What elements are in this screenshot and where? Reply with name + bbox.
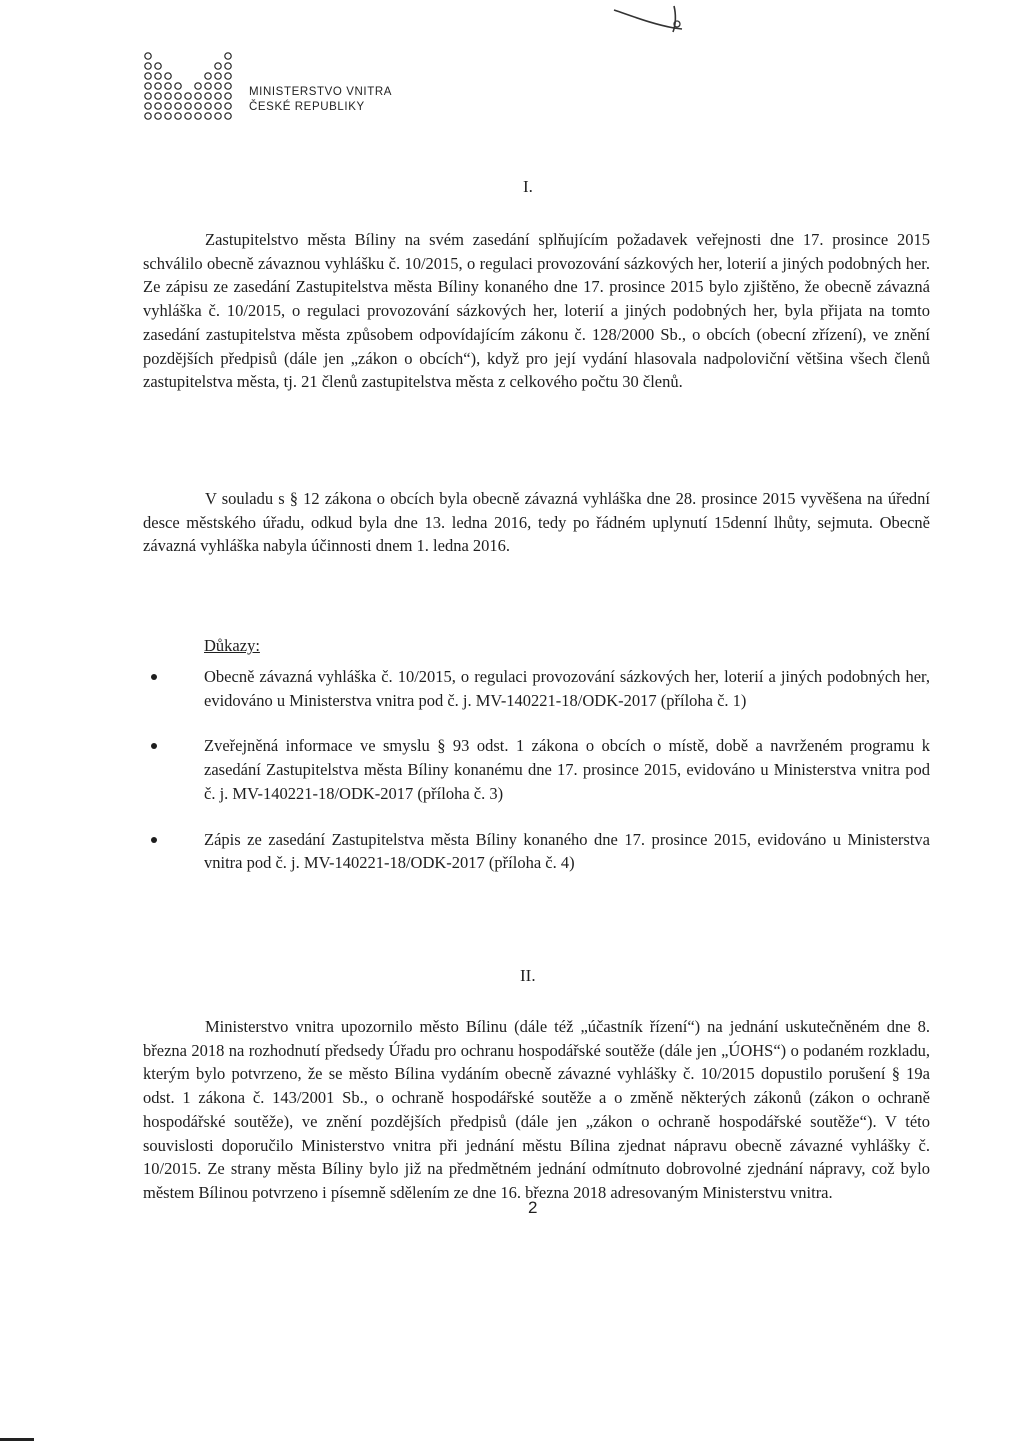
logo-dot [145,73,151,79]
section-1-text-2 [143,487,930,558]
logo-dot [145,83,151,89]
logo-dot [225,113,231,119]
logo-dot [195,83,201,89]
logo-dot [145,63,151,69]
logo-dot [165,103,171,109]
logo-dot [205,93,211,99]
page-number: 2 [528,1198,538,1217]
logo-dot [215,73,221,79]
logo-dot [225,73,231,79]
logo-dot [145,93,151,99]
ministry-name-line2: ČESKÉ REPUBLIKY [249,101,365,113]
section-2-text [143,1015,930,1205]
logo-dot [195,93,201,99]
logo-dot [155,113,161,119]
logo-dot [155,103,161,109]
section-2-paragraph: Ministerstvo vnitra upozornilo město Bílinu (dále též „účastník řízení“) na jednání uskutečněném dne 8. března 2018 na rozhodnutí předsedy Úřadu pro ochranu hospodářské soutěže (dále jen „ÚOHS“) o podaném rozkladu, kterým bylo potvrzeno, že se město Bílina vydáním obecně závazné vyhlášky č. 10/2015 dopustilo porušení § 19a odst. 1 zákona č. 143/2001 Sb., o ochraně hospodářské soutěže a o změně některých zákonů (zákon o ochraně hospodářské soutěže), ve znění pozdějších předpisů (dále jen „zákon o ochraně hospodářské soutěže“). V této souvislosti doporučilo Ministerstvo vnitra při jednání městu Bílina zjednat nápravu obecně závazné vyhlášky č. 10/2015. Ze strany města Bíliny bylo již na předmětném jednání odmítnuto dobrovolné zjednání nápravy, což bylo městem Bílinou potvrzeno i písemně sdělením ze dne 16. března 2018 adresovaným Ministerstvu vnitra. [143,1017,930,1202]
logo-dot [205,113,211,119]
section-1-paragraph-2: V souladu s § 12 zákona o obcích byla obecně závazná vyhláška dne 28. prosince 2015 vyvěšena na úřední desce městského úřadu, odkud byla dne 13. ledna 2016, tedy po řádném uplynutí 15denní lhůty, sejmuta. Obecně závazná vyhláška nabyla účinnosti dnem 1. ledna 2016. [143,489,930,556]
logo-dot [205,83,211,89]
logo-dot [215,63,221,69]
logo-dot [215,93,221,99]
evidence-heading: Důkazy: [204,636,260,655]
section-1-paragraph-1: Zastupitelstvo města Bíliny na svém zasedání splňujícím požadavek veřejnosti dne 17. prosince 2015 schválilo obecně závaznou vyhlášku č. 10/2015, o regulaci provozování sázkových her, loterií a jiných podobných her. Ze zápisu ze zasedání Zastupitelstva města Bíliny konaného dne 17. prosince 2015 bylo zjištěno, že obecně závazná vyhláška č. 10/2015, o regulaci provozování sázkových her, loterií a jiných podobných her, byla přijata na tomto zasedání zastupitelstva města způsobem odpovídajícím zákonu č. 128/2000 Sb., o obcích (obecní zřízení), ve znění pozdějších předpisů (dále jen „zákon o obcích“), když pro její vydání hlasovala nadpoloviční většina všech členů zastupitelstva města, tj. 21 členů zastupitelstva města z celkového počtu 30 členů. [143,230,930,392]
logo-dot [225,93,231,99]
evidence-item [143,828,930,875]
logo-dot [165,93,171,99]
bullet-icon [151,674,157,680]
logo-dot [155,93,161,99]
logo-dot [185,93,191,99]
ministry-name [249,57,392,115]
logo-dot [165,113,171,119]
section-1-text [143,228,930,394]
logo-dot [185,103,191,109]
ministry-logo-icon [143,50,237,122]
logo-dot [185,113,191,119]
scan-edge-mark [0,1438,34,1441]
section-number-1: I. [523,177,533,196]
evidence-list [143,665,930,897]
logo-dot [175,113,181,119]
logo-dot [155,63,161,69]
logo-dot [145,53,151,59]
section-number-2: II. [520,966,536,985]
bullet-icon [151,837,157,843]
logo-dot [165,73,171,79]
evidence-item [143,734,930,805]
evidence-item-text: Zveřejněná informace ve smyslu § 93 odst. 1 zákona o obcích o místě, době a navrženém programu k zasedání Zastupitelstva města Bíliny konanému dne 17. prosince 2015, evidováno u Ministerstva vnitra pod č. j. MV-140221-18/ODK-2017 (příloha č. 3) [204,736,930,803]
evidence-item [143,665,930,712]
bullet-icon [151,743,157,749]
logo-dot [145,103,151,109]
logo-dot [225,103,231,109]
logo-dot [155,83,161,89]
logo-dot [215,103,221,109]
logo-dot [175,93,181,99]
logo-dot [205,73,211,79]
logo-dot [215,113,221,119]
logo-dot [145,113,151,119]
logo-dot [155,73,161,79]
logo-dot [225,63,231,69]
ministry-header [143,50,392,122]
logo-dot [165,83,171,89]
ministry-name-line1: MINISTERSTVO VNITRA [249,86,393,98]
evidence-item-text: Obecně závazná vyhláška č. 10/2015, o regulaci provozování sázkových her, loterií a jiných podobných her, evidováno u Ministerstva vnitra pod č. j. MV-140221-18/ODK-2017 (příloha č. 1) [204,667,930,710]
logo-dot [175,83,181,89]
logo-dot [175,103,181,109]
logo-dot [205,103,211,109]
logo-dot [195,113,201,119]
logo-dot [195,103,201,109]
scan-signature-mark [612,2,692,38]
evidence-item-text: Zápis ze zasedání Zastupitelstva města Bíliny konaného dne 17. prosince 2015, evidováno u Ministerstva vnitra pod č. j. MV-140221-18/ODK-2017 (příloha č. 4) [204,829,930,873]
logo-dot [225,83,231,89]
logo-dot [225,53,231,59]
logo-dot [215,83,221,89]
